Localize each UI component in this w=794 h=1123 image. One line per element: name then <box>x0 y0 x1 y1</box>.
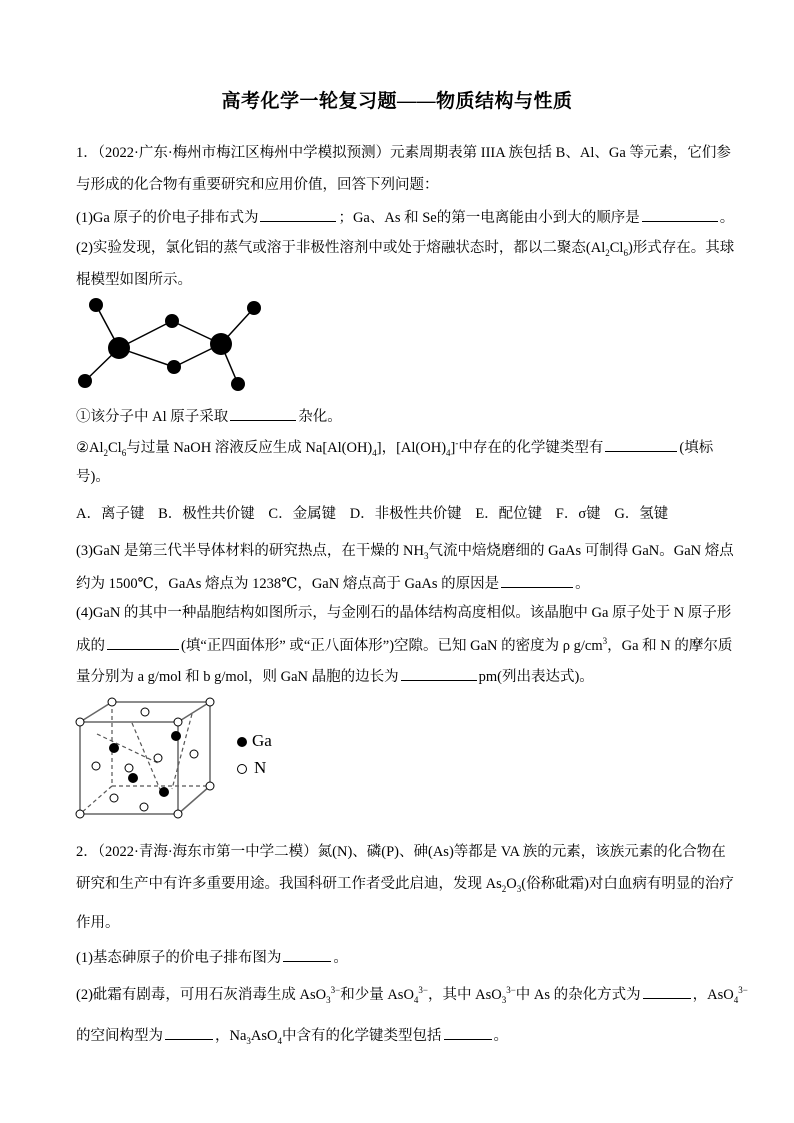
text: 杂化。 <box>298 409 342 425</box>
superscript: 3 <box>602 636 608 647</box>
q1-intro-line1: 1．（2022·广东·梅州市梅江区梅州中学模拟预测）元素周期表第 IIIA 族包括 B、Al、Ga 等元素，它们参 <box>76 145 731 161</box>
subscript: 4 <box>446 447 451 458</box>
q1-part1 <box>76 206 735 228</box>
text: 量分别为 a g/mol 和 b g/mol，则 GaN 晶胞的边长为 <box>76 669 399 685</box>
n-atom <box>110 794 118 802</box>
answer-blank[interactable] <box>501 572 573 588</box>
edge <box>178 786 210 814</box>
subscript: 4 <box>733 994 739 1005</box>
answer-blank[interactable] <box>165 1024 213 1040</box>
edge <box>178 702 210 722</box>
text: 约为 1500℃，GaAs 熔点为 1238℃，GaN 熔点高于 GaAs 的原因是 <box>76 576 500 592</box>
subscript: 3 <box>423 550 429 561</box>
option-c: C．金属键 <box>268 506 337 522</box>
text: (填标 <box>679 440 714 456</box>
text: 的空间构型为 <box>76 1028 163 1044</box>
text: (填“正四面体形” 或“正八面体形”)空隙。已知 GaN 的密度为 ρ g/cm <box>181 638 603 654</box>
q1-sub2-line1 <box>76 436 726 458</box>
text: O <box>506 876 517 892</box>
answer-blank[interactable] <box>283 946 331 962</box>
text: ，Na <box>215 1028 247 1044</box>
text: (3)GaN 是第三代半导体材料的研究热点，在干燥的 NH <box>76 543 424 559</box>
q2-intro-line1: 2．（2022·青海·海东市第一中学二模）氮(N)、磷(P)、砷(As)等都是 VA 族的元素，该族元素的化合物在 <box>76 844 726 860</box>
n-atom <box>174 718 182 726</box>
edge <box>80 786 112 814</box>
answer-blank[interactable] <box>643 983 691 999</box>
text: ②Al <box>76 440 104 456</box>
subscript: 3 <box>501 994 507 1005</box>
n-atom <box>141 708 149 716</box>
subscript: 4 <box>277 1035 283 1046</box>
document-title: 高考化学一轮复习题——物质结构与性质 <box>221 91 573 112</box>
q1-part3-line2 <box>76 572 726 594</box>
subscript: 2 <box>605 247 610 258</box>
text: AsO <box>250 1028 278 1044</box>
cl-atom <box>247 301 261 315</box>
text: Cl <box>609 240 624 256</box>
q2-intro-line3: 作用。 <box>76 915 120 931</box>
text: 。 <box>333 950 348 966</box>
cl-atom <box>89 298 103 312</box>
n-legend-dot <box>238 765 247 774</box>
q2-part2-line1 <box>76 983 748 1005</box>
al-atom <box>108 337 130 359</box>
n-legend-marker <box>235 762 249 776</box>
superscript: 3− <box>506 985 516 996</box>
q2-part2-line2 <box>76 1024 726 1046</box>
edge <box>80 702 112 722</box>
face-line <box>97 734 160 764</box>
option-f: F．σ键 <box>555 506 601 522</box>
n-atom <box>76 810 84 818</box>
text: ①该分子中 Al 原子采取 <box>76 409 229 425</box>
q1-part1-text-a: (1)Ga 原子的价电子排布式为 <box>76 210 259 226</box>
answer-blank[interactable] <box>260 206 336 222</box>
subscript: 2 <box>103 447 108 458</box>
q1-part3-line1 <box>76 541 734 561</box>
cl-atom <box>231 377 245 391</box>
ga-atom <box>171 731 181 741</box>
al2cl6-ball-stick-model <box>72 293 272 398</box>
subscript: 2 <box>501 883 507 894</box>
option-e: E．配位键 <box>475 506 543 522</box>
gan-unit-cell-diagram <box>72 694 232 824</box>
n-atom <box>92 762 100 770</box>
ga-legend-dot <box>237 737 247 747</box>
n-atom <box>140 803 148 811</box>
q1-sub1 <box>76 405 726 427</box>
ga-legend-marker <box>235 735 249 749</box>
text: ] <box>450 440 456 456</box>
q1-intro-line2: 与形成的化合物有重要研究和应用价值，回答下列问题： <box>76 177 439 193</box>
n-atom <box>206 782 214 790</box>
text: (1)基态砷原子的价电子排布图为 <box>76 950 282 966</box>
q1-part4-line3 <box>76 665 726 687</box>
option-a: A．离子键 <box>76 506 145 522</box>
ga-atom <box>159 787 169 797</box>
subscript: 6 <box>121 447 127 458</box>
q2-part1 <box>76 946 726 968</box>
hidden-edges <box>80 702 210 814</box>
al-atom <box>210 333 232 355</box>
text: Cl <box>108 440 122 456</box>
ga-atoms <box>109 731 181 797</box>
q1-part1-text-b: ；Ga、As 和 Se的第一电离能由小到大的顺序是 <box>338 210 640 226</box>
text: 中含有的化学键类型包括 <box>282 1028 442 1044</box>
cl-atom <box>165 314 179 328</box>
ga-atom <box>128 773 138 783</box>
text: ，Ga 和 N 的摩尔质 <box>607 638 733 654</box>
subscript: 4 <box>413 994 419 1005</box>
answer-blank[interactable] <box>230 405 296 421</box>
text: 和少量 AsO <box>340 987 414 1003</box>
subscript: 4 <box>372 447 377 458</box>
subscript: 6 <box>623 247 628 258</box>
text: 。 <box>575 576 590 592</box>
text: 气流中焙烧磨细的 GaAs 可制得 GaN。GaN 熔点 <box>428 543 734 559</box>
ga-atom <box>109 743 119 753</box>
q1-options <box>76 504 726 524</box>
text: 中 As 的杂化方式为 <box>515 987 641 1003</box>
superscript: 3− <box>418 985 428 996</box>
n-atom <box>206 698 214 706</box>
option-b: B．极性共价键 <box>158 506 255 522</box>
answer-blank[interactable] <box>605 436 677 452</box>
text: 研究和生产中有许多重要用途。我国科研工作者受此启迪，发现 As <box>76 876 502 892</box>
superscript: 3− <box>330 985 341 996</box>
q1-sub2-line2: 号)。 <box>76 469 110 485</box>
q1-part2-line1 <box>76 238 735 258</box>
n-atom <box>76 718 84 726</box>
option-d: D．非极性共价键 <box>349 506 462 522</box>
subscript: 3 <box>516 883 522 894</box>
text: pm(列出表达式)。 <box>478 669 594 685</box>
q1-part4-line1: (4)GaN 的其中一种晶胞结构如图所示，与金刚石的晶体结构高度相似。该晶胞中 Ga 原子处于 N 原子形 <box>76 605 732 621</box>
superscript: - <box>455 438 459 449</box>
n-atom <box>125 764 133 772</box>
cl-atom <box>78 374 92 388</box>
n-atom <box>154 754 162 762</box>
subscript: 3 <box>246 1035 251 1046</box>
q1-part4-line2 <box>76 634 733 656</box>
answer-blank[interactable] <box>444 1024 492 1040</box>
n-atom <box>108 698 116 706</box>
q2-intro-line2 <box>76 874 734 894</box>
text: )形式存在。其球 <box>627 240 735 256</box>
text: (2)砒霜有剧毒，可用石灰消毒生成 AsO <box>76 987 327 1003</box>
q1-part1-text-c: 。 <box>719 210 735 226</box>
subscript: 3 <box>326 994 331 1005</box>
legend-ga-label: Ga <box>252 731 272 750</box>
text: ]，[Al(OH) <box>376 440 447 456</box>
text: 。 <box>493 1028 509 1044</box>
text: ，AsO <box>692 987 734 1003</box>
text: 中存在的化学键类型有 <box>458 440 604 456</box>
answer-blank[interactable] <box>642 206 718 222</box>
text: (俗称砒霜)对白血病有明显的治疗 <box>521 876 734 892</box>
text: ，其中 AsO <box>428 987 502 1003</box>
text: (2)实验发现，氯化铝的蒸气或溶于非极性溶剂中或处于熔融状态时，都以二聚态(Al <box>76 240 606 256</box>
cl-atom <box>167 360 181 374</box>
answer-blank[interactable] <box>401 665 477 681</box>
text: 成的 <box>76 638 105 654</box>
option-g: G．氢键 <box>614 506 669 522</box>
n-atom <box>190 750 198 758</box>
answer-blank[interactable] <box>107 634 179 650</box>
superscript: 3− <box>738 985 748 996</box>
q1-part2-line2: 棍模型如图所示。 <box>76 272 192 288</box>
legend-n-label: N <box>254 758 267 777</box>
text: 与过量 NaOH 溶液反应生成 Na[Al(OH) <box>126 440 373 456</box>
n-atom <box>174 810 182 818</box>
